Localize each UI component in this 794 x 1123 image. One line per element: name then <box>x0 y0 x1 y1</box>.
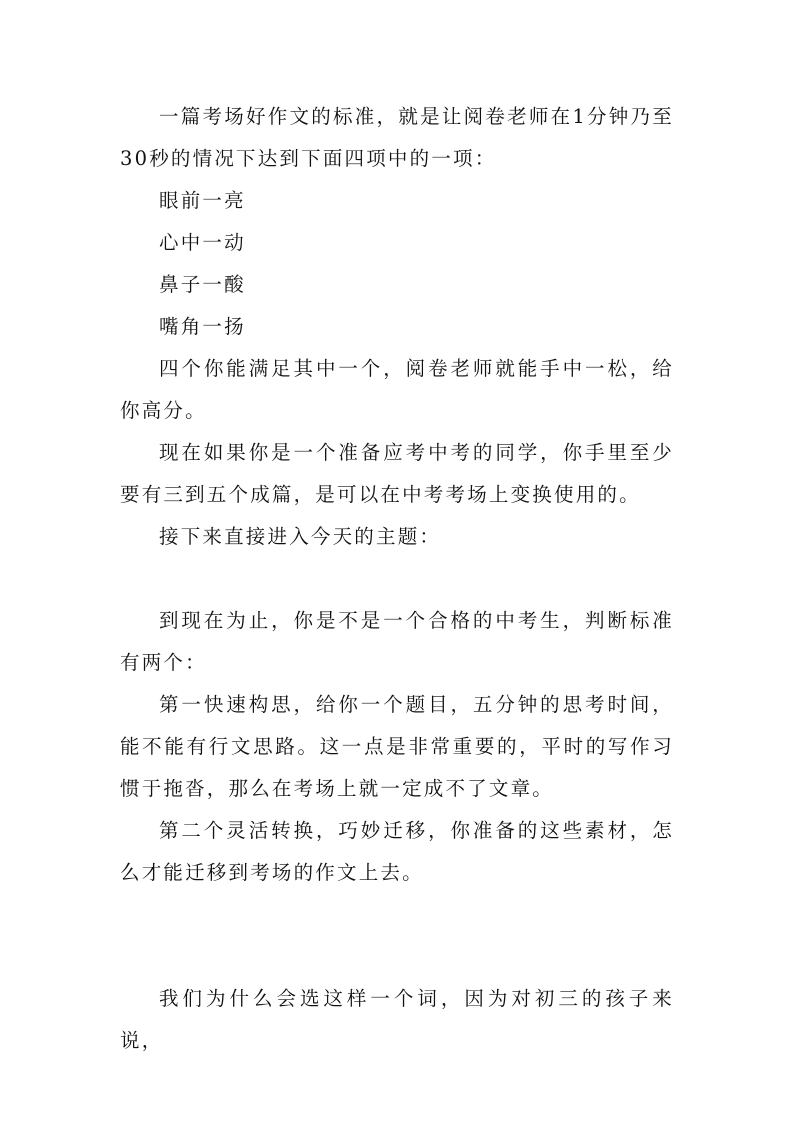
paragraph-prepare: 现在如果你是一个准备应考中考的同学，你手里至少要有三到五个成篇，是可以在中考考场上变换使用的。 <box>120 441 674 506</box>
paragraph-high-score: 四个你能满足其中一个，阅卷老师就能手中一松，给你高分。 <box>120 357 674 422</box>
paragraph-criterion-one: 第一快速构思，给你一个题目，五分钟的思考时间，能不能有行文思路。这一点是非常重要的，平时的写作习惯于拖沓，那么在考场上就一定成不了文章。 <box>120 693 674 800</box>
list-item-eyes: 眼前一亮 <box>159 189 246 212</box>
paragraph-why-word: 我们为什么会选这样一个词，因为对初三的孩子来说， <box>120 987 674 1052</box>
list-item-nose: 鼻子一酸 <box>159 273 246 296</box>
paragraph-topic: 接下来直接进入今天的主题： <box>159 525 442 548</box>
document-page <box>120 96 674 1062</box>
paragraph-standard: 一篇考场好作文的标准，就是让阅卷老师在1分钟乃至30秒的情况下达到下面四项中的一项： <box>120 105 674 170</box>
blank-line <box>120 558 674 600</box>
list-item-heart: 心中一动 <box>159 231 246 254</box>
paragraph-criteria: 到现在为止，你是不是一个合格的中考生，判断标准有两个： <box>120 609 674 674</box>
list-item-mouth: 嘴角一扬 <box>159 315 246 338</box>
blank-line <box>120 894 674 978</box>
paragraph-criterion-two: 第二个灵活转换，巧妙迁移，你准备的这些素材，怎么才能迁移到考场的作文上去。 <box>120 819 674 884</box>
